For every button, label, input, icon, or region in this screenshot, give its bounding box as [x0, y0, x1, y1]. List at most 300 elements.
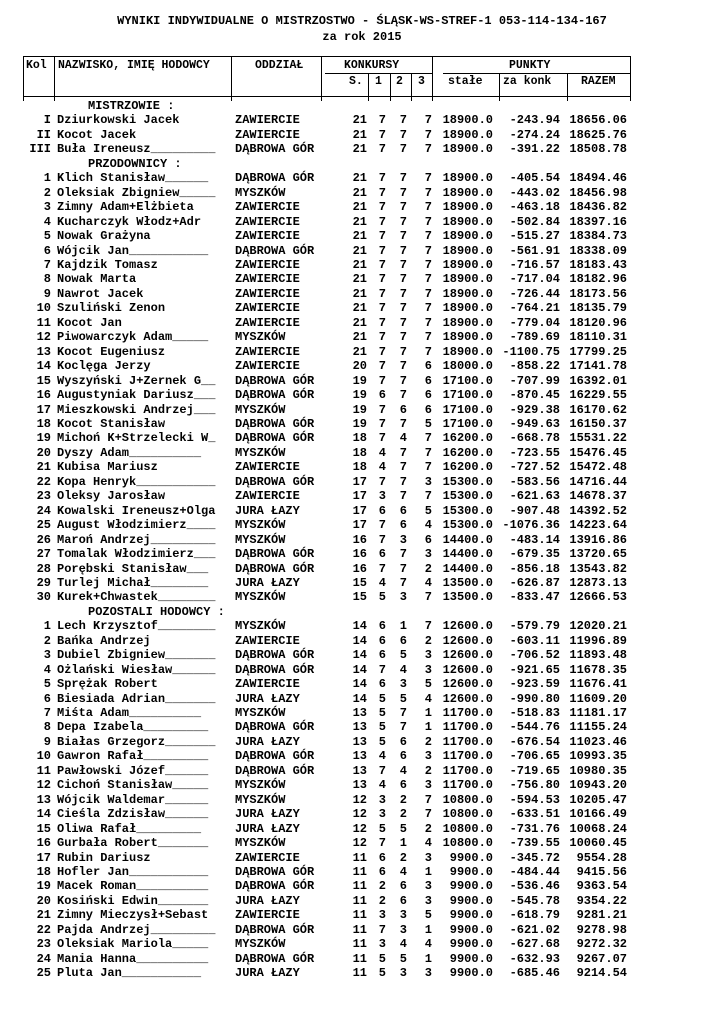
total-s: 16: [352, 561, 367, 576]
konkurs-2: 7: [399, 359, 407, 374]
konkurs-2: 7: [399, 489, 407, 504]
points-total: 9272.32: [576, 937, 627, 952]
konkurs-2: 7: [399, 575, 407, 590]
konkurs-3: 6: [424, 359, 432, 374]
row-position: 8: [43, 272, 51, 287]
points-total: 14392.52: [569, 503, 627, 518]
points-total: 9415.56: [576, 865, 627, 880]
breeder-name: Kubisa Mariusz: [57, 460, 158, 475]
konkurs-3: 7: [424, 619, 432, 634]
konkurs-3: 4: [424, 937, 432, 952]
table-row: [0, 851, 724, 865]
total-s: 11: [352, 922, 367, 937]
breeder-name: Pluta Jan___________: [57, 966, 202, 981]
division: ZAWIERCIE: [235, 850, 300, 865]
konkurs-3: 5: [424, 908, 432, 923]
division: ZAWIERCIE: [235, 113, 300, 128]
konkurs-2: 4: [399, 937, 407, 952]
division: DĄBROWA GÓR: [235, 749, 315, 764]
table-row: [0, 663, 724, 677]
breeder-name: August Włodzimierz____: [57, 518, 216, 533]
points-per-contest: -833.47: [509, 590, 560, 605]
row-position: 19: [36, 431, 51, 446]
total-s: 18: [352, 460, 367, 475]
konkurs-1: 7: [378, 431, 386, 446]
division: MYSZKÓW: [235, 590, 286, 605]
konkurs-2: 7: [399, 720, 407, 735]
konkurs-3: 7: [424, 142, 432, 157]
points-per-contest: -621.63: [509, 489, 560, 504]
table-row: [0, 417, 724, 431]
konkurs-2: 7: [399, 706, 407, 721]
konkurs-3: 2: [424, 633, 432, 648]
points-per-contest: -923.59: [509, 677, 560, 692]
points-fixed: 14400.0: [442, 547, 493, 562]
row-position: 25: [36, 518, 51, 533]
points-total: 18436.82: [569, 200, 627, 215]
vrule: [231, 56, 232, 101]
konkurs-3: 3: [424, 662, 432, 677]
total-s: 14: [352, 662, 367, 677]
total-s: 12: [352, 792, 367, 807]
row-position: 3: [43, 200, 51, 215]
konkurs-1: 7: [378, 518, 386, 533]
points-per-contest: -685.46: [509, 966, 560, 981]
konkurs-3: 7: [424, 113, 432, 128]
total-s: 18: [352, 431, 367, 446]
col-header-razem: RAZEM: [581, 75, 616, 88]
konkurs-2: 1: [399, 836, 407, 851]
points-total: 18120.96: [569, 315, 627, 330]
konkurs-3: 7: [424, 590, 432, 605]
points-per-contest: -668.78: [509, 431, 560, 446]
konkurs-1: 6: [378, 865, 386, 880]
konkurs-1: 6: [378, 850, 386, 865]
total-s: 14: [352, 633, 367, 648]
konkurs-1: 7: [378, 272, 386, 287]
konkurs-2: 6: [399, 734, 407, 749]
total-s: 16: [352, 547, 367, 562]
konkurs-1: 7: [378, 127, 386, 142]
konkurs-2: 7: [399, 200, 407, 215]
konkurs-2: 2: [399, 792, 407, 807]
points-total: 18135.79: [569, 301, 627, 316]
table-row: [0, 908, 724, 922]
konkurs-2: 7: [399, 257, 407, 272]
points-total: 14678.37: [569, 489, 627, 504]
row-position: 14: [36, 359, 51, 374]
points-per-contest: -679.35: [509, 547, 560, 562]
konkurs-3: 1: [424, 922, 432, 937]
row-position: 23: [36, 937, 51, 952]
row-position: 16: [36, 836, 51, 851]
row-position: 8: [43, 720, 51, 735]
konkurs-1: 5: [378, 734, 386, 749]
points-per-contest: -627.68: [509, 937, 560, 952]
konkurs-1: 7: [378, 315, 386, 330]
konkurs-3: 5: [424, 503, 432, 518]
points-fixed: 17100.0: [442, 402, 493, 417]
table-row: [0, 330, 724, 344]
points-total: 12666.53: [569, 590, 627, 605]
konkurs-2: 2: [399, 850, 407, 865]
points-per-contest: -518.83: [509, 706, 560, 721]
total-s: 21: [352, 142, 367, 157]
konkurs-1: 7: [378, 763, 386, 778]
points-fixed: 11700.0: [442, 706, 493, 721]
table-row: [0, 923, 724, 937]
konkurs-3: 6: [424, 532, 432, 547]
table-row: [0, 576, 724, 590]
division: JURA ŁAZY: [235, 966, 300, 981]
division: DĄBROWA GÓR: [235, 662, 315, 677]
points-fixed: 11700.0: [442, 749, 493, 764]
points-total: 14716.44: [569, 474, 627, 489]
points-per-contest: -633.51: [509, 807, 560, 822]
total-s: 20: [352, 359, 367, 374]
konkurs-3: 2: [424, 763, 432, 778]
division: ZAWIERCIE: [235, 908, 300, 923]
division: DĄBROWA GÓR: [235, 171, 315, 186]
konkurs-1: 4: [378, 778, 386, 793]
row-position: 15: [36, 821, 51, 836]
division: MYSZKÓW: [235, 937, 286, 952]
division: MYSZKÓW: [235, 792, 286, 807]
points-fixed: 16200.0: [442, 445, 493, 460]
konkurs-3: 3: [424, 547, 432, 562]
points-total: 18508.78: [569, 142, 627, 157]
konkurs-3: 7: [424, 489, 432, 504]
points-total: 11155.24: [569, 720, 627, 735]
points-total: 17141.78: [569, 359, 627, 374]
division: ZAWIERCIE: [235, 301, 300, 316]
table-row: [0, 272, 724, 286]
total-s: 17: [352, 489, 367, 504]
total-s: 13: [352, 734, 367, 749]
konkurs-2: 4: [399, 763, 407, 778]
konkursy-rule: [325, 73, 432, 74]
points-total: 9554.28: [576, 850, 627, 865]
row-position: 6: [43, 691, 51, 706]
konkurs-3: 4: [424, 575, 432, 590]
breeder-name: Białas Grzegorz_______: [57, 734, 216, 749]
points-per-contest: -618.79: [509, 908, 560, 923]
konkurs-1: 3: [378, 908, 386, 923]
division: DĄBROWA GÓR: [235, 416, 315, 431]
konkurs-3: 7: [424, 807, 432, 822]
points-per-contest: -731.76: [509, 821, 560, 836]
breeder-name: Gawron Rafał_________: [57, 749, 209, 764]
points-total: 11181.17: [569, 706, 627, 721]
konkurs-1: 6: [378, 547, 386, 562]
points-per-contest: -716.57: [509, 257, 560, 272]
row-position: 3: [43, 648, 51, 663]
col-header-stale: stałe: [448, 75, 483, 88]
division: MYSZKÓW: [235, 619, 286, 634]
table-row: [0, 836, 724, 850]
konkurs-3: 2: [424, 821, 432, 836]
division: ZAWIERCIE: [235, 214, 300, 229]
row-position: 22: [36, 474, 51, 489]
table-row: [0, 489, 724, 503]
points-fixed: 12600.0: [442, 691, 493, 706]
points-fixed: 18900.0: [442, 185, 493, 200]
points-total: 18182.96: [569, 272, 627, 287]
table-row: [0, 822, 724, 836]
division: DĄBROWA GÓR: [235, 922, 315, 937]
points-fixed: 18900.0: [442, 272, 493, 287]
points-fixed: 18900.0: [442, 214, 493, 229]
points-fixed: 9900.0: [449, 937, 493, 952]
points-fixed: 17100.0: [442, 373, 493, 388]
points-total: 18397.16: [569, 214, 627, 229]
division: JURA ŁAZY: [235, 821, 300, 836]
konkurs-3: 7: [424, 257, 432, 272]
table-row: [0, 720, 724, 734]
points-per-contest: -739.55: [509, 836, 560, 851]
points-fixed: 18900.0: [442, 229, 493, 244]
konkurs-3: 3: [424, 648, 432, 663]
table-row: [0, 359, 724, 373]
konkurs-1: 7: [378, 532, 386, 547]
header-top-rule: [23, 56, 631, 57]
breeder-name: Nawrot Jacek: [57, 286, 144, 301]
points-fixed: 16200.0: [442, 431, 493, 446]
konkurs-1: 7: [378, 359, 386, 374]
points-total: 10166.49: [569, 807, 627, 822]
breeder-name: Wyszyński J+Zernek G__: [57, 373, 216, 388]
row-position: 23: [36, 489, 51, 504]
konkurs-1: 7: [378, 214, 386, 229]
konkurs-3: 7: [424, 344, 432, 359]
division: ZAWIERCIE: [235, 633, 300, 648]
points-total: 16150.37: [569, 416, 627, 431]
vrule: [432, 56, 433, 101]
breeder-name: Buła Ireneusz_________: [57, 142, 216, 157]
konkurs-2: 6: [399, 879, 407, 894]
table-row: [0, 619, 724, 633]
table-header: [23, 56, 631, 98]
total-s: 21: [352, 127, 367, 142]
points-per-contest: -405.54: [509, 171, 560, 186]
col-header-s: S.: [349, 75, 363, 88]
row-position: 22: [36, 922, 51, 937]
points-per-contest: -707.99: [509, 373, 560, 388]
konkurs-3: 3: [424, 893, 432, 908]
konkurs-1: 5: [378, 966, 386, 981]
konkurs-1: 4: [378, 575, 386, 590]
konkurs-2: 1: [399, 619, 407, 634]
division: ZAWIERCIE: [235, 286, 300, 301]
total-s: 13: [352, 749, 367, 764]
points-fixed: 18900.0: [442, 243, 493, 258]
konkurs-2: 7: [399, 142, 407, 157]
total-s: 19: [352, 388, 367, 403]
table-row: [0, 215, 724, 229]
col-header-kol: Kol: [26, 59, 47, 72]
breeder-name: Mieszkowski Andrzej___: [57, 402, 216, 417]
points-fixed: 11700.0: [442, 778, 493, 793]
division: ZAWIERCIE: [235, 127, 300, 142]
division: DĄBROWA GÓR: [235, 142, 315, 157]
points-total: 11609.20: [569, 691, 627, 706]
points-fixed: 9900.0: [449, 908, 493, 923]
points-per-contest: -717.04: [509, 272, 560, 287]
konkurs-3: 1: [424, 720, 432, 735]
row-position: 25: [36, 966, 51, 981]
points-per-contest: -706.52: [509, 648, 560, 663]
points-per-contest: -626.87: [509, 575, 560, 590]
row-position: 16: [36, 388, 51, 403]
breeder-name: Kucharczyk Włodz+Adr: [57, 214, 202, 229]
points-per-contest: -1076.36: [502, 518, 560, 533]
table-row: [0, 937, 724, 951]
document-subtitle: za rok 2015: [322, 30, 402, 44]
row-position: 28: [36, 561, 51, 576]
points-fixed: 14400.0: [442, 532, 493, 547]
table-row: [0, 706, 724, 720]
row-position: 17: [36, 850, 51, 865]
konkurs-1: 7: [378, 662, 386, 677]
points-fixed: 16200.0: [442, 460, 493, 475]
section-heading: [0, 157, 724, 171]
konkurs-2: 7: [399, 315, 407, 330]
points-per-contest: -484.44: [509, 865, 560, 880]
points-total: 11676.41: [569, 677, 627, 692]
row-position: 26: [36, 532, 51, 547]
konkurs-1: 5: [378, 720, 386, 735]
konkurs-1: 5: [378, 706, 386, 721]
table-row: [0, 403, 724, 417]
konkurs-2: 6: [399, 402, 407, 417]
points-per-contest: -726.44: [509, 286, 560, 301]
konkurs-1: 2: [378, 893, 386, 908]
points-fixed: 18900.0: [442, 113, 493, 128]
total-s: 13: [352, 778, 367, 793]
section-title: MISTRZOWIE :: [88, 99, 175, 113]
vrule: [411, 73, 412, 101]
punkty-rule: [443, 73, 631, 74]
points-total: 9278.98: [576, 922, 627, 937]
division: ZAWIERCIE: [235, 489, 300, 504]
row-position: 12: [36, 778, 51, 793]
division: MYSZKÓW: [235, 445, 286, 460]
table-row: [0, 952, 724, 966]
division: DĄBROWA GÓR: [235, 720, 315, 735]
row-position: 15: [36, 373, 51, 388]
points-fixed: 12600.0: [442, 677, 493, 692]
konkurs-3: 7: [424, 460, 432, 475]
row-position: I: [43, 113, 51, 128]
konkurs-2: 7: [399, 547, 407, 562]
division: MYSZKÓW: [235, 836, 286, 851]
points-per-contest: -243.94: [509, 113, 560, 128]
points-total: 17799.25: [569, 344, 627, 359]
konkurs-2: 7: [399, 214, 407, 229]
points-per-contest: -779.04: [509, 315, 560, 330]
division: ZAWIERCIE: [235, 200, 300, 215]
konkurs-1: 2: [378, 879, 386, 894]
total-s: 11: [352, 865, 367, 880]
points-total: 13720.65: [569, 547, 627, 562]
points-per-contest: -391.22: [509, 142, 560, 157]
row-position: 6: [43, 243, 51, 258]
konkurs-2: 7: [399, 388, 407, 403]
row-position: 1: [43, 619, 51, 634]
total-s: 11: [352, 951, 367, 966]
table-row: [0, 287, 724, 301]
konkurs-2: 7: [399, 171, 407, 186]
points-total: 12020.21: [569, 619, 627, 634]
points-per-contest: -502.84: [509, 214, 560, 229]
konkurs-1: 6: [378, 677, 386, 692]
konkurs-3: 5: [424, 416, 432, 431]
konkurs-3: 7: [424, 445, 432, 460]
points-total: 11893.48: [569, 648, 627, 663]
konkurs-1: 3: [378, 489, 386, 504]
row-position: 11: [36, 763, 51, 778]
breeder-name: Ożlański Wiesław______: [57, 662, 216, 677]
vrule: [23, 56, 24, 101]
points-per-contest: -345.72: [509, 850, 560, 865]
division: JURA ŁAZY: [235, 734, 300, 749]
row-position: 30: [36, 590, 51, 605]
table-row: [0, 590, 724, 604]
points-total: 15476.45: [569, 445, 627, 460]
breeder-name: Mania Hanna__________: [57, 951, 209, 966]
breeder-name: Maroń Andrzej_________: [57, 532, 216, 547]
table-row: [0, 316, 724, 330]
points-total: 14223.64: [569, 518, 627, 533]
konkurs-3: 6: [424, 402, 432, 417]
points-per-contest: -1100.75: [502, 344, 560, 359]
konkurs-3: 7: [424, 792, 432, 807]
breeder-name: Zimny Adam+Elżbieta: [57, 200, 194, 215]
breeder-name: Augustyniak Dariusz___: [57, 388, 216, 403]
points-per-contest: -483.14: [509, 532, 560, 547]
konkurs-3: 6: [424, 373, 432, 388]
konkurs-2: 6: [399, 778, 407, 793]
total-s: 21: [352, 257, 367, 272]
konkurs-1: 6: [378, 633, 386, 648]
total-s: 19: [352, 402, 367, 417]
konkurs-2: 3: [399, 532, 407, 547]
points-total: 13916.86: [569, 532, 627, 547]
table-row: [0, 533, 724, 547]
points-fixed: 18000.0: [442, 359, 493, 374]
col-header-division: ODDZIAŁ: [255, 59, 304, 72]
row-position: 24: [36, 951, 51, 966]
section-title: POZOSTALI HODOWCY :: [88, 604, 225, 619]
konkurs-2: 7: [399, 301, 407, 316]
table-row: [0, 200, 724, 214]
breeder-name: Szuliński Zenon: [57, 301, 166, 316]
konkurs-1: 6: [378, 503, 386, 518]
konkurs-1: 7: [378, 301, 386, 316]
konkurs-2: 3: [399, 908, 407, 923]
col-header-k2: 2: [396, 75, 403, 88]
points-fixed: 18900.0: [442, 344, 493, 359]
konkurs-3: 7: [424, 431, 432, 446]
row-position: 9: [43, 734, 51, 749]
points-fixed: 17100.0: [442, 416, 493, 431]
points-per-contest: -676.54: [509, 734, 560, 749]
table-row: [0, 142, 724, 156]
konkurs-1: 7: [378, 344, 386, 359]
total-s: 21: [352, 200, 367, 215]
division: DĄBROWA GÓR: [235, 763, 315, 778]
table-row: [0, 648, 724, 662]
